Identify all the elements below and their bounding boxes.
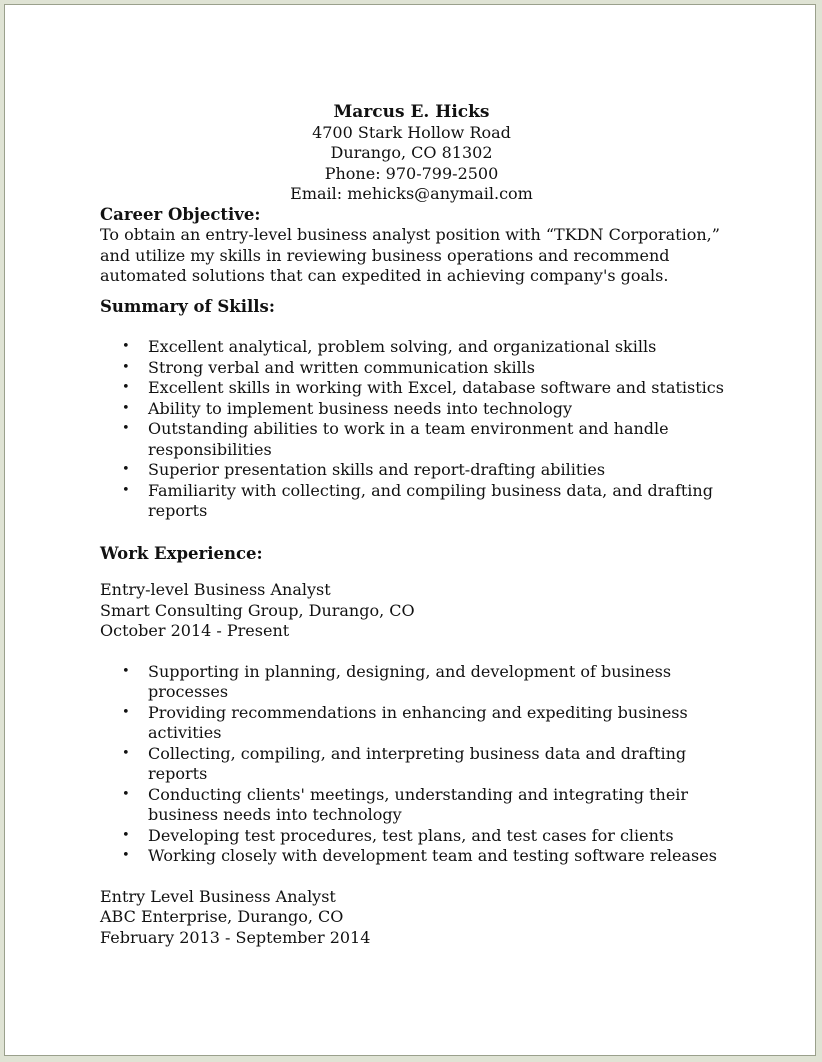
address-line-1: 4700 Stark Hollow Road (312, 122, 511, 142)
job-dates: October 2014 - Present (100, 621, 290, 640)
skill-item: • Strong verbal and written communication skills (148, 358, 740, 379)
duty-item: • Supporting in planning, designing, and development of business processes (148, 662, 740, 703)
job-company: Smart Consulting Group, Durango, CO (100, 600, 415, 620)
duty-item: • Working closely with development team and testing software releases (148, 846, 740, 867)
duty-item: • Conducting clients' meetings, understanding and integrating their business needs into technology (148, 785, 740, 826)
email: Email: mehicks@anymail.com (290, 184, 533, 203)
skills-list (100, 337, 740, 522)
skill-item: • Excellent analytical, problem solving, and organizational skills (148, 337, 740, 358)
skills-title: Summary of Skills: (100, 296, 275, 316)
phone: Phone: 970-799-2500 (324, 163, 499, 183)
resume-content (100, 102, 740, 948)
objective-line: automated solutions that can expedited in achieving company's goals. (100, 266, 669, 285)
objective-line: To obtain an entry-level business analyst position with “TKDN Corporation,” (100, 225, 720, 244)
job-position: Entry-level Business Analyst (100, 580, 331, 599)
address-line-2: Durango, CO 81302 (330, 143, 493, 162)
contact-header (100, 102, 723, 205)
skill-item: • Familiarity with collecting, and compiling business data, and drafting reports (148, 481, 740, 522)
duty-item: • Developing test procedures, test plans, and test cases for clients (148, 826, 740, 847)
skill-item: • Excellent skills in working with Excel, database software and statistics (148, 378, 740, 399)
job-entry (100, 887, 740, 949)
duty-item: • Collecting, compiling, and interpreting business data and drafting reports (148, 744, 740, 785)
objective-title: Career Objective: (100, 204, 261, 224)
skill-item: • Ability to implement business needs into technology (148, 399, 740, 420)
duty-item: • Providing recommendations in enhancing and expediting business activities (148, 703, 740, 744)
candidate-name: Marcus E. Hicks (333, 102, 490, 122)
resume-page (4, 4, 816, 1056)
objective-line: and utilize my skills in reviewing business operations and recommend (100, 245, 670, 265)
job-position: Entry Level Business Analyst (100, 886, 336, 906)
job-duties-list (100, 662, 740, 867)
experience-title: Work Experience: (100, 543, 263, 563)
skill-item: • Superior presentation skills and report-drafting abilities (148, 460, 740, 481)
job-entry (100, 580, 740, 867)
job-dates: February 2013 - September 2014 (100, 927, 371, 947)
skill-item: • Outstanding abilities to work in a team environment and handle responsibilities (148, 419, 740, 460)
objective-text (100, 225, 740, 287)
job-company: ABC Enterprise, Durango, CO (100, 907, 344, 926)
